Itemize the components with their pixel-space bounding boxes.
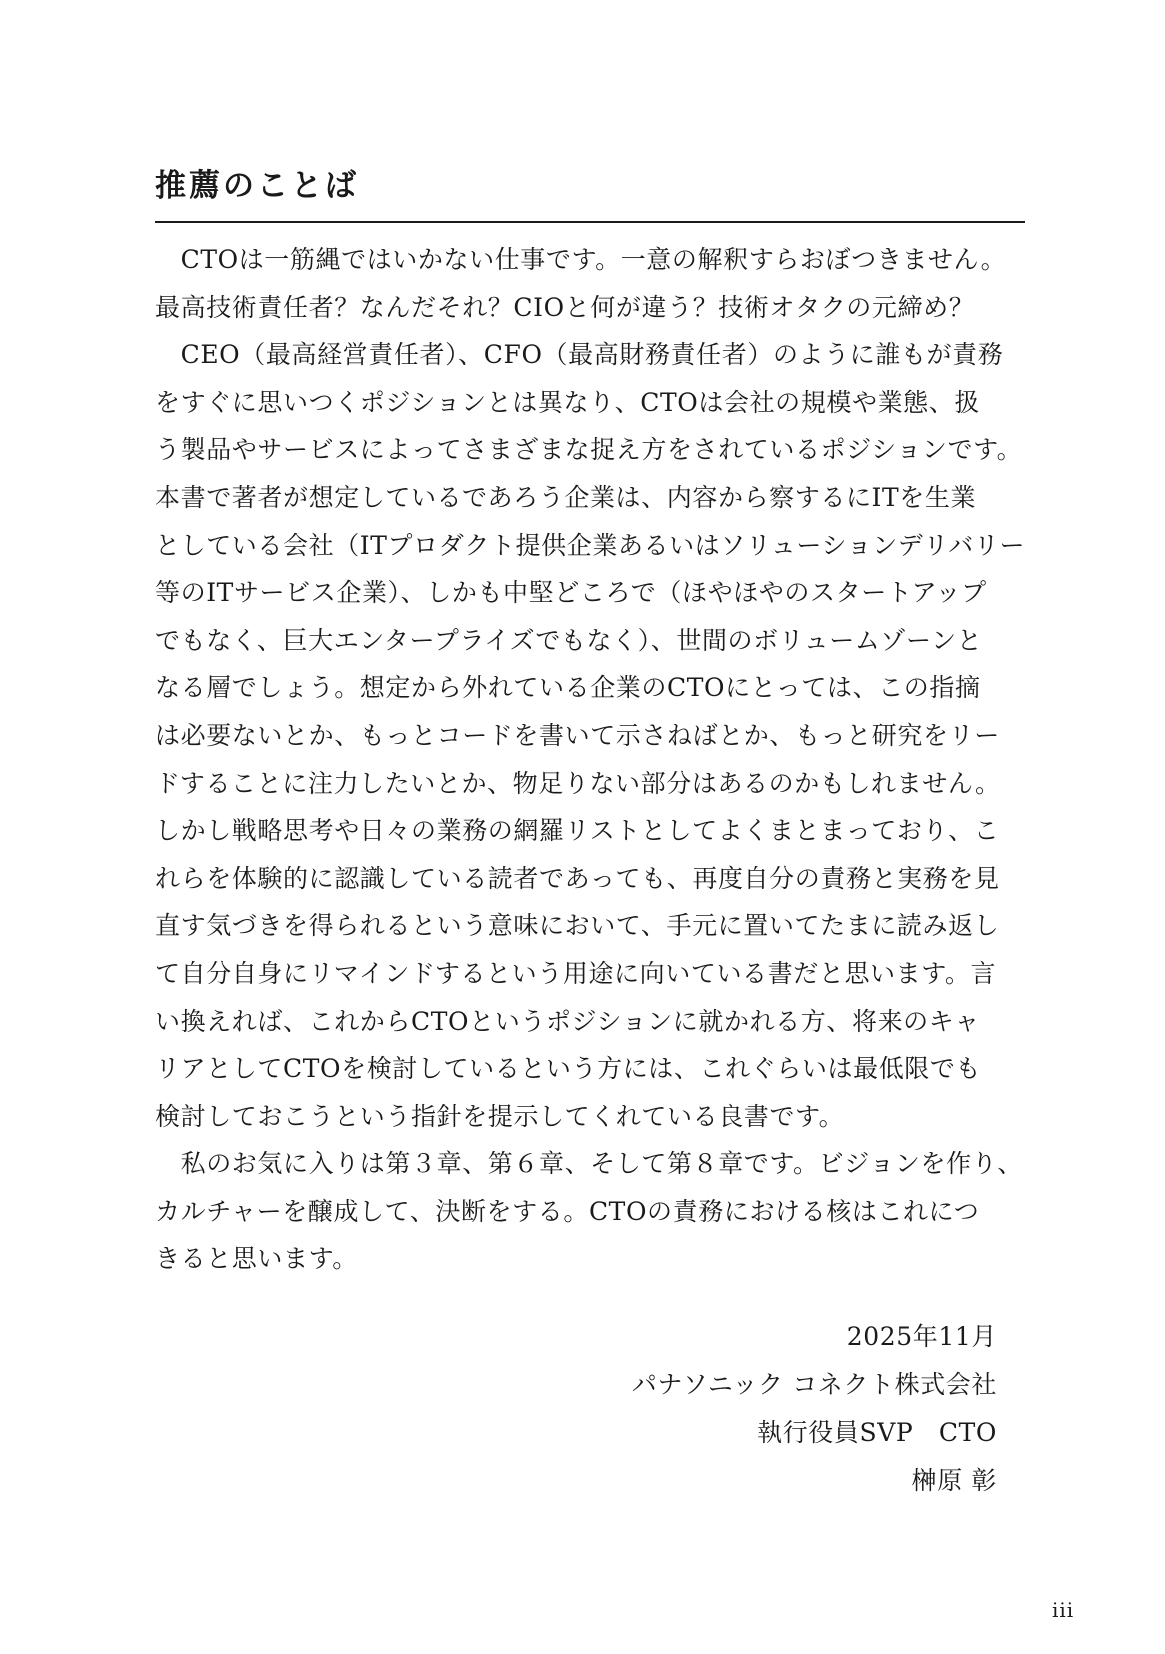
body-line: をすぐに思いつくポジションとは異なり、CTOは会社の規模や業態、扱: [155, 387, 980, 417]
page-number: iii: [1052, 1598, 1075, 1622]
signature-title: 執行役員SVP CTO: [757, 1418, 997, 1447]
body-line: 最高技術責任者？なんだそれ？CIOと何が違う？技術オタクの元締め？: [155, 292, 975, 322]
body-line: なる層でしょう。想定から外れている企業のCTOにとっては、この指摘: [155, 673, 981, 703]
body-line: しかし戦略思考や日々の業務の網羅リストとしてよくまとまっており、こ: [155, 816, 1000, 846]
heading-rule: [155, 221, 1025, 223]
body-line: リアとしてCTOを検討しているという方には、これぐらいは最低限でも: [155, 1054, 982, 1084]
body-line: でもなく、巨大エンタープライズでもなく）、世間のボリュームゾーンと: [155, 625, 983, 655]
body-line: て自分自身にリマインドするという用途に向いている書だと思います。言: [155, 958, 997, 988]
signature-block: [632, 1313, 997, 1505]
signature-company: パナソニック コネクト株式会社: [631, 1370, 997, 1399]
body-line: きると思います。: [155, 1244, 358, 1274]
body-line: い換えれば、これからCTOというポジションに就かれる方、将来のキャ: [155, 1006, 980, 1036]
body-line: カルチャーを醸成して、決断をする。CTOの責務における核はこれにつ: [155, 1196, 980, 1226]
body-line: CTOは一筋縄ではいかない仕事です。一意の解釈すらおぼつきません。: [155, 245, 1007, 274]
body-line: 検討しておこうという指針を提示してくれている良書です。: [155, 1101, 845, 1131]
body-line: う製品やサービスによってさまざまな捉え方をされているポジションです。: [155, 435, 1023, 465]
body-line: ドすることに注力したいとか、物足りない部分はあるのかもしれません。: [155, 768, 1001, 798]
body-line: 本書で著者が想定しているであろう企業は、内容から察するにITを生業: [155, 482, 977, 512]
body-line: CEO（最高経営責任者）、CFO（最高財務責任者）のように誰もが責務: [155, 340, 1004, 370]
body-line: 等のITサービス企業）、しかも中堅どころで（ほやほやのスタートアップ: [155, 578, 987, 608]
body-line: は必要ないとか、もっとコードを書いて示さねばとか、もっと研究をリー: [155, 720, 1000, 750]
section-heading: 推薦のことば: [155, 168, 359, 204]
body-line: 私のお気に入りは第３章、第６章、そして第８章です。ビジョンを作り、: [155, 1149, 1023, 1179]
signature-name: 榊原 彰: [911, 1466, 997, 1495]
body-line: としている会社（ITプロダクト提供企業あるいはソリューションデリバリー: [155, 530, 1026, 560]
body-line: 直す気づきを得られるという意味において、手元に置いてたまに読み返し: [155, 911, 1000, 941]
body-text: [155, 236, 1050, 1283]
signature-date: 2025年11月: [846, 1322, 997, 1351]
body-line: れらを体験的に認識している読者であっても、再度自分の責務と実務を見: [155, 863, 1000, 893]
